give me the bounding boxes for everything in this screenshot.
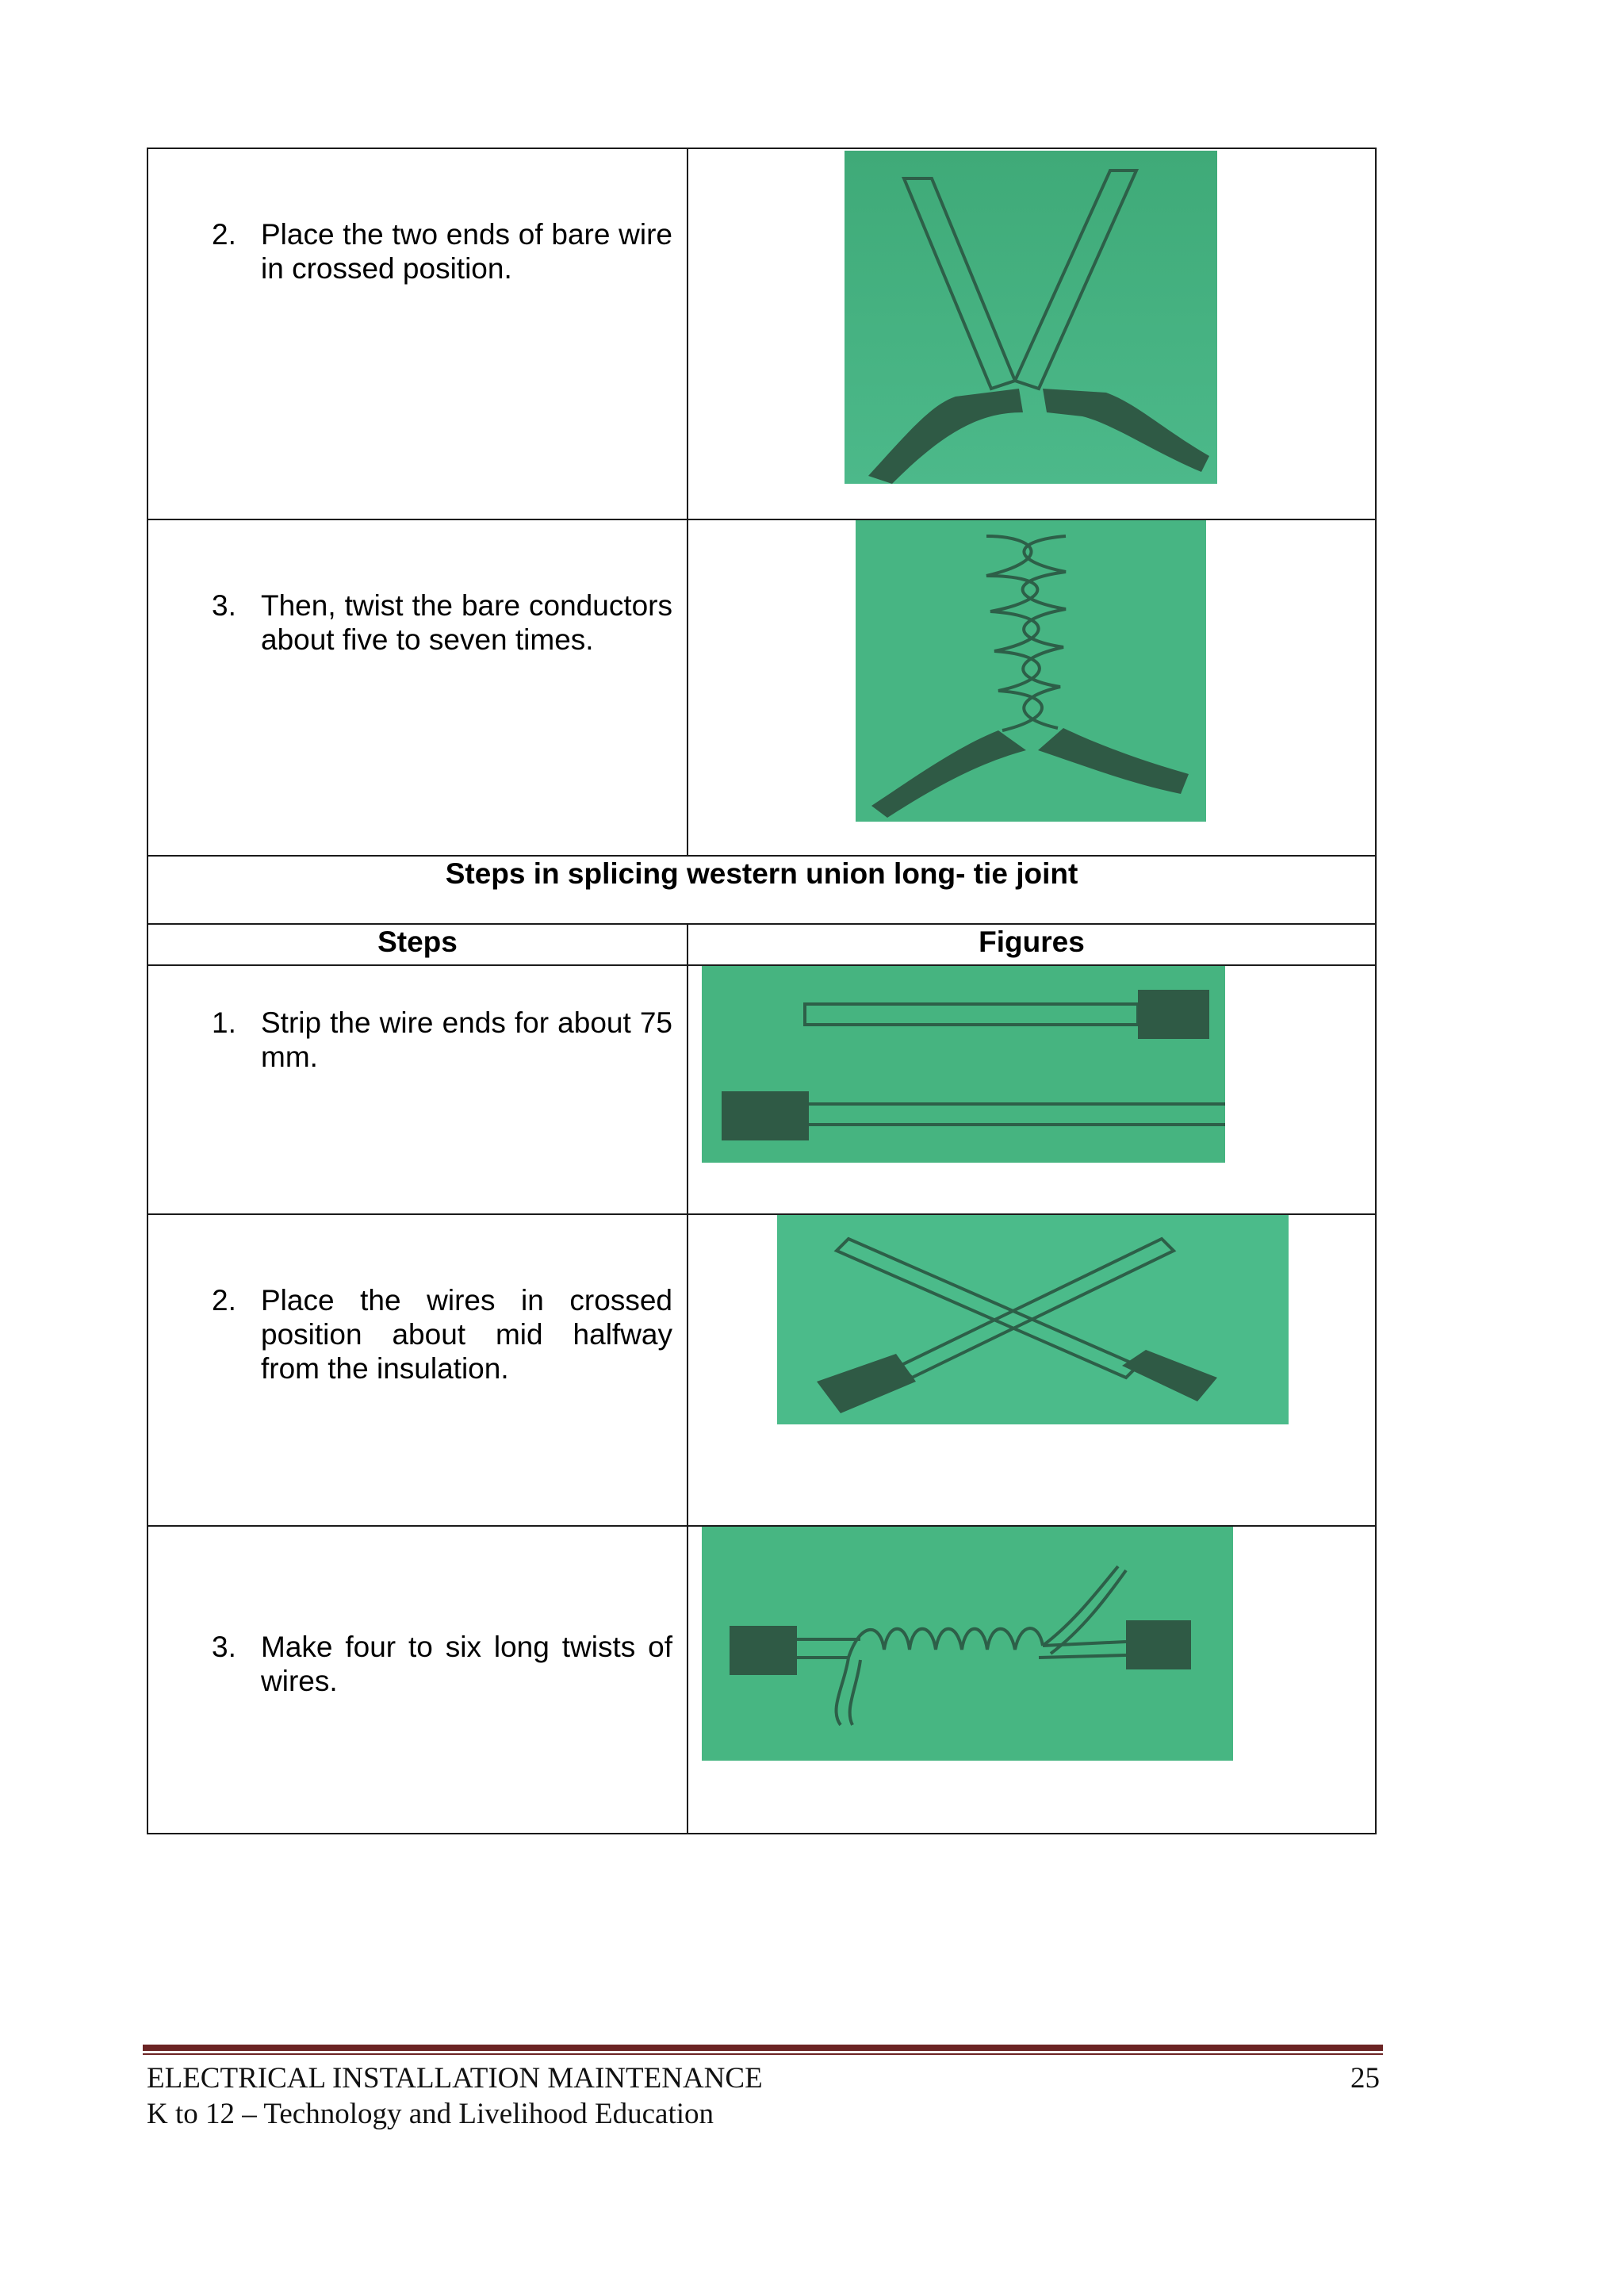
page-number: 25 bbox=[1350, 2062, 1380, 2095]
twisted-bare-conductors-figure bbox=[856, 520, 1206, 822]
stripped-wire-ends-figure bbox=[702, 966, 1225, 1163]
step-cell bbox=[147, 965, 688, 1214]
footer-divider bbox=[143, 2045, 1383, 2055]
footer-subtitle: K to 12 – Technology and Livelihood Education bbox=[147, 2098, 714, 2130]
step-cell bbox=[147, 1214, 688, 1526]
figure-cell bbox=[688, 519, 1376, 856]
steps-table bbox=[147, 148, 1377, 1834]
long-twists-figure bbox=[702, 1527, 1233, 1761]
table-row bbox=[147, 856, 1376, 924]
page-footer bbox=[147, 2060, 1380, 2132]
column-header-figures: Figures bbox=[688, 924, 1376, 965]
figure-cell bbox=[688, 1214, 1376, 1526]
column-header-steps: Steps bbox=[147, 924, 688, 965]
step-text: 3. Then, twist the bare conductors about five to seven times. bbox=[212, 589, 672, 656]
step-cell bbox=[147, 519, 688, 856]
table-row bbox=[147, 148, 1376, 519]
figure-cell bbox=[688, 1526, 1376, 1834]
footer-title: ELECTRICAL INSTALLATION MAINTENANCE bbox=[147, 2062, 763, 2095]
table-row bbox=[147, 924, 1376, 965]
table-row bbox=[147, 1526, 1376, 1834]
crossed-wires-figure bbox=[777, 1215, 1289, 1424]
table-row bbox=[147, 1214, 1376, 1526]
step-text: 2. Place the two ends of bare wire in crossed position. bbox=[212, 218, 672, 285]
figure-cell bbox=[688, 965, 1376, 1214]
step-cell bbox=[147, 1526, 688, 1834]
section-title: Steps in splicing western union long- tie joint bbox=[147, 856, 1376, 924]
step-cell bbox=[147, 148, 688, 519]
table-row bbox=[147, 965, 1376, 1214]
figure-cell bbox=[688, 148, 1376, 519]
step-text: 2. Place the wires in crossed position about mid halfway from the insulation. bbox=[212, 1284, 672, 1385]
step-text: 1. Strip the wire ends for about 75 mm. bbox=[212, 1006, 672, 1073]
step-text: 3. Make four to six long twists of wires. bbox=[212, 1631, 672, 1697]
table-row bbox=[147, 519, 1376, 856]
crossed-bare-wire-ends-figure bbox=[845, 151, 1217, 484]
